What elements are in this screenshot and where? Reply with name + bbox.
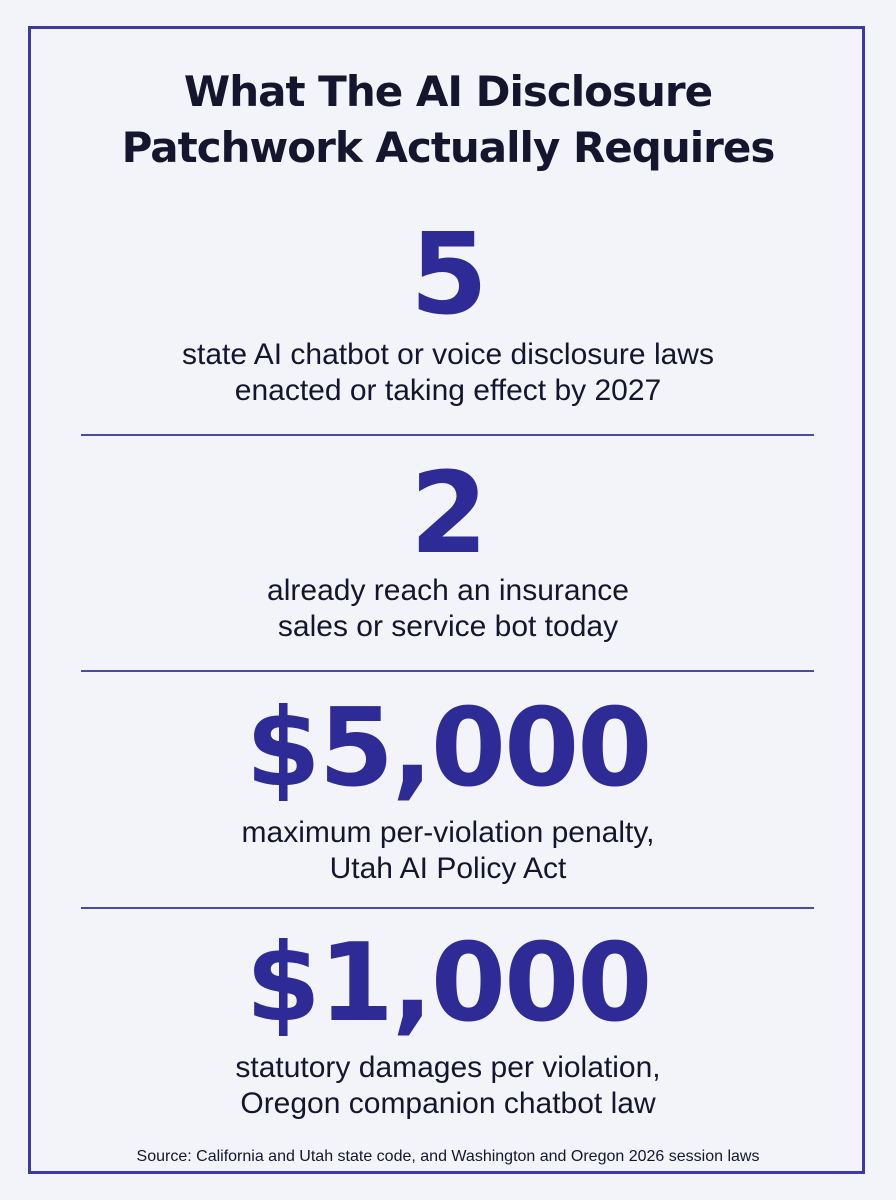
- stat-caption-line-2: sales or service bot today: [277, 610, 619, 643]
- stat-caption-line-2: Oregon companion chatbot law: [240, 1087, 656, 1120]
- stat-caption-line-1: maximum per-violation penalty,: [241, 816, 655, 849]
- page-title: [0, 64, 896, 176]
- stat-block-utah-penalty: [0, 683, 896, 887]
- divider: [81, 907, 814, 909]
- title-line-2: Patchwork Actually Requires: [121, 123, 775, 172]
- stat-caption-line-2: enacted or taking effect by 2027: [234, 374, 662, 407]
- stat-caption-line-1: already reach an insurance: [267, 574, 629, 607]
- stat-value: 2: [410, 449, 486, 579]
- stat-block-laws: [0, 210, 896, 409]
- divider: [81, 670, 814, 672]
- stat-block-insurance: [0, 449, 896, 645]
- title-line-1: What The AI Disclosure: [183, 67, 713, 116]
- divider: [81, 434, 814, 436]
- stat-value: $5,000: [245, 686, 651, 811]
- stat-value: $1,000: [245, 921, 651, 1046]
- stat-block-oregon-damages: [0, 918, 896, 1122]
- stat-caption-line-1: state AI chatbot or voice disclosure laws: [182, 338, 714, 371]
- stat-caption-line-1: statutory damages per violation,: [235, 1051, 661, 1084]
- stat-value: 5: [410, 210, 486, 340]
- stat-caption-line-2: Utah AI Policy Act: [329, 852, 567, 885]
- source-note: Source: California and Utah state code, and Washington and Oregon 2026 session laws: [136, 1148, 760, 1165]
